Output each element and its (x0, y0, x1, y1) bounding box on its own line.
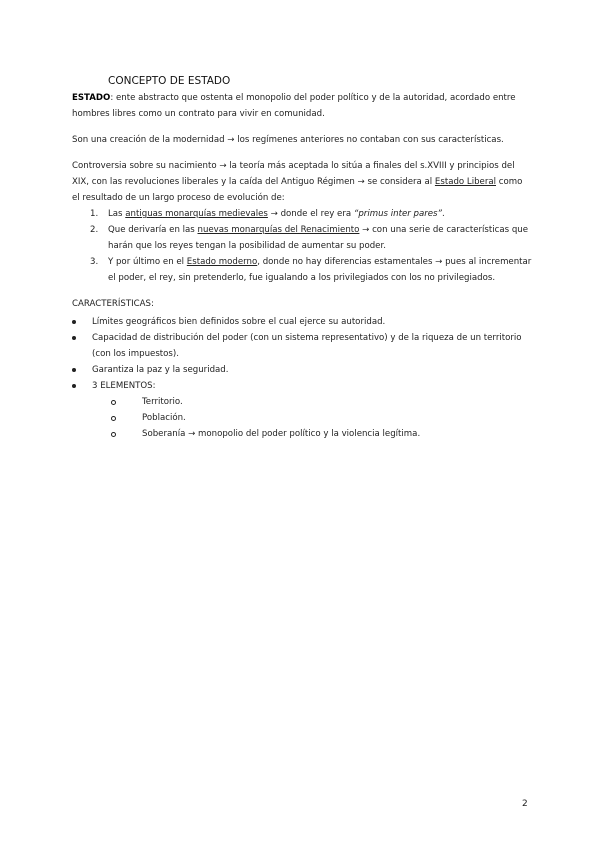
list-item: Soberanía → monopolio del poder político y la violencia legítima. (54, 426, 532, 442)
circle-bullet-icon (111, 432, 116, 437)
list-item: Territorio. (54, 394, 532, 410)
document-body (72, 90, 532, 442)
list-item: Garantiza la paz y la seguridad. (92, 365, 229, 375)
list-item: 3 ELEMENTOS: Territorio. Población. Soberanía → monopolio del poder político y la violencia legítima. (54, 378, 532, 442)
list-item: Límites geográficos bien definidos sobre el cual ejerce su autoridad. (92, 317, 386, 327)
modernity-paragraph: Son una creación de la modernidad → los regímenes anteriores no contaban con sus características. (72, 135, 504, 145)
list-item: Capacidad de distribución del poder (con un sistema representativo) y de la riqueza de un territorio (con los impuestos). (92, 333, 522, 359)
elements-list (92, 394, 532, 442)
evolution-list (72, 206, 532, 286)
page-title: CONCEPTO DE ESTADO (108, 75, 231, 87)
definition-paragraph (72, 90, 532, 122)
list-item: 3. Y por último en el Estado moderno, donde no hay diferencias estamentales → pues al incrementar el poder, el rey, sin pretenderlo, fue igualando a los privilegiados con los no privilegiados. (90, 257, 532, 283)
characteristics-heading: CARACTERÍSTICAS: (72, 299, 154, 309)
list-item: 1. Las antiguas monarquías medievales → donde el rey era “primus inter pares”. (90, 209, 445, 219)
circle-bullet-icon (111, 416, 116, 421)
circle-bullet-icon (111, 400, 116, 405)
list-item: Población. (54, 410, 532, 426)
estado-liberal-term: Estado Liberal (434, 177, 497, 187)
page-number: 2 (522, 799, 528, 809)
definition-term: ESTADO (72, 93, 111, 103)
definition-text: : ente abstracto que ostenta el monopolio del poder político y de la autoridad, acordado entre hombres libres como un contrato para vivir en comunidad. (72, 93, 516, 119)
controversy-paragraph: Controversia sobre su nacimiento → la teoría más aceptada lo sitúa a finales del s.XVIII y principios del XIX, con las revoluciones liberales y la caída del Antiguo Régimen → se considera al Estado Liberal como el resultado de un largo proceso de evolución de: (72, 161, 523, 203)
characteristics-list (72, 314, 532, 442)
list-item: 2. Que derivaría en las nuevas monarquías del Renacimiento → con una serie de características que harán que los reyes tengan la posibilidad de aumentar su poder. (90, 225, 529, 251)
